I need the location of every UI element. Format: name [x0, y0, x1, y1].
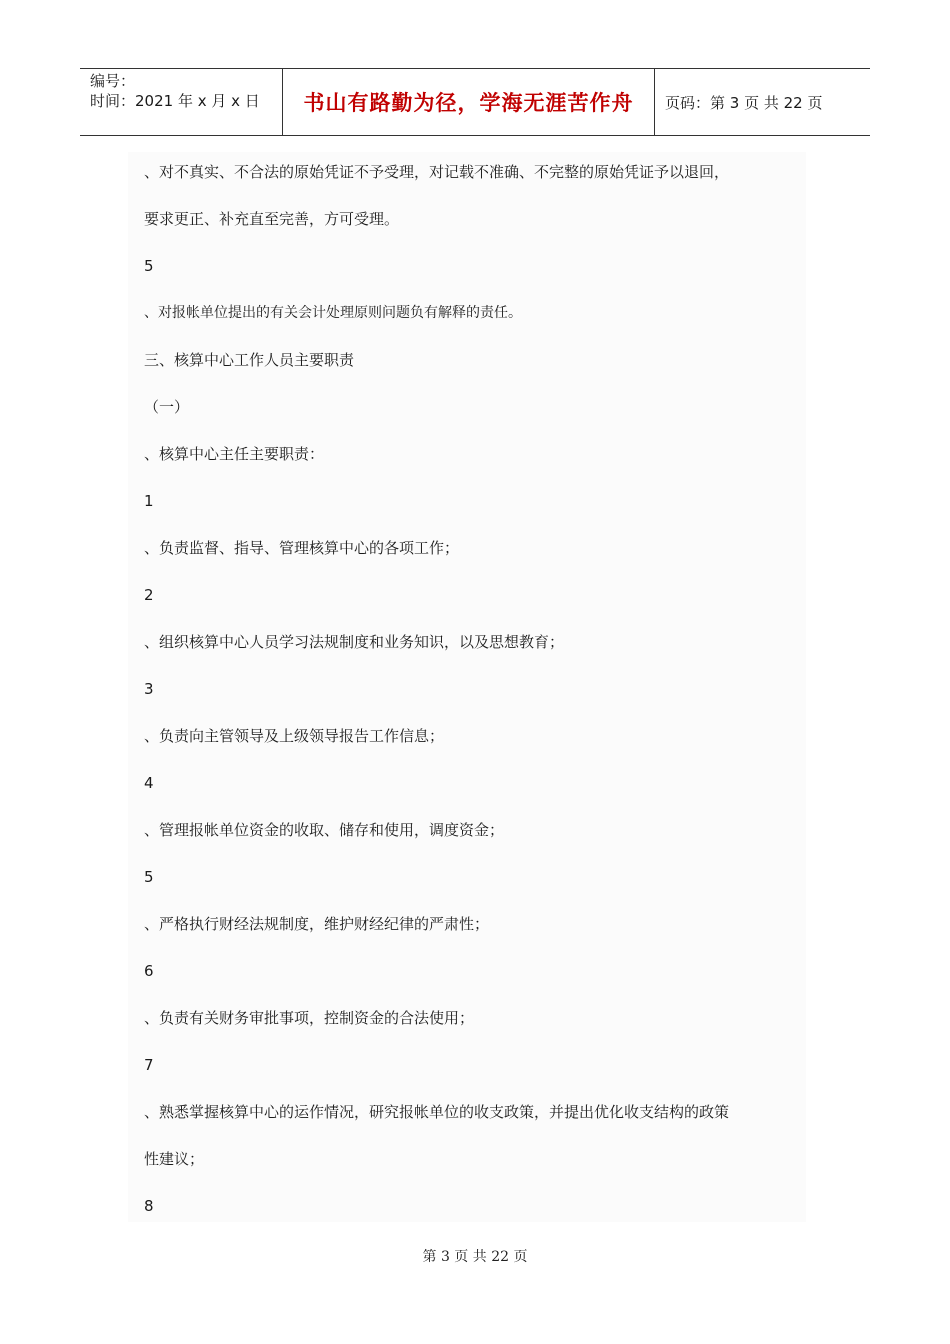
body-line: 要求更正、补充直至完善，方可受理。 — [144, 210, 400, 228]
document-header — [80, 68, 870, 136]
list-number: 3 — [144, 680, 154, 698]
body-line: 、对不真实、不合法的原始凭证不予受理，对记载不准确、不完整的原始凭证予以退回， — [144, 163, 730, 181]
body-line: 、组织核算中心人员学习法规制度和业务知识，以及思想教育； — [144, 633, 565, 651]
page-footer: 第 3 页 共 22 页 — [422, 1249, 528, 1265]
header-page-info: 页码：第 3 页 共 22 页 — [665, 93, 823, 112]
body-line: 、负责有关财务审批事项，控制资金的合法使用； — [144, 1009, 475, 1027]
time-label: 时间：2021 年 x 月 x 日 — [90, 92, 260, 110]
body-line: 、对报帐单位提出的有关会计处理原则问题负有解释的责任。 — [144, 305, 522, 321]
body-line: 、严格执行财经法规制度，维护财经纪律的严肃性； — [144, 915, 490, 933]
list-number: 1 — [144, 492, 154, 510]
body-line: 、负责向主管领导及上级领导报告工作信息； — [144, 727, 445, 745]
list-number: 7 — [144, 1056, 154, 1074]
list-number: 5 — [144, 868, 154, 886]
number-label: 编号： — [90, 72, 136, 90]
list-number: 8 — [144, 1197, 154, 1215]
section-heading: 三、核算中心工作人员主要职责 — [144, 351, 355, 369]
subsection-heading: 、核算中心主任主要职责： — [144, 445, 325, 463]
list-number: 2 — [144, 586, 154, 604]
document-body — [128, 152, 806, 1222]
body-line: 、管理报帐单位资金的收取、储存和使用，调度资金； — [144, 821, 505, 839]
list-number: 4 — [144, 774, 154, 792]
body-line: 、负责监督、指导、管理核算中心的各项工作； — [144, 539, 460, 557]
subsection-number: （一） — [144, 398, 190, 416]
list-number: 6 — [144, 962, 154, 980]
header-meta — [80, 69, 282, 135]
list-number: 5 — [144, 257, 154, 275]
body-line: 性建议； — [144, 1150, 205, 1168]
body-line: 、熟悉掌握核算中心的运作情况，研究报帐单位的收支政策，并提出优化收支结构的政策 — [144, 1103, 730, 1121]
header-motto: 书山有路勤为径，学海无涯苦作舟 — [282, 69, 655, 135]
